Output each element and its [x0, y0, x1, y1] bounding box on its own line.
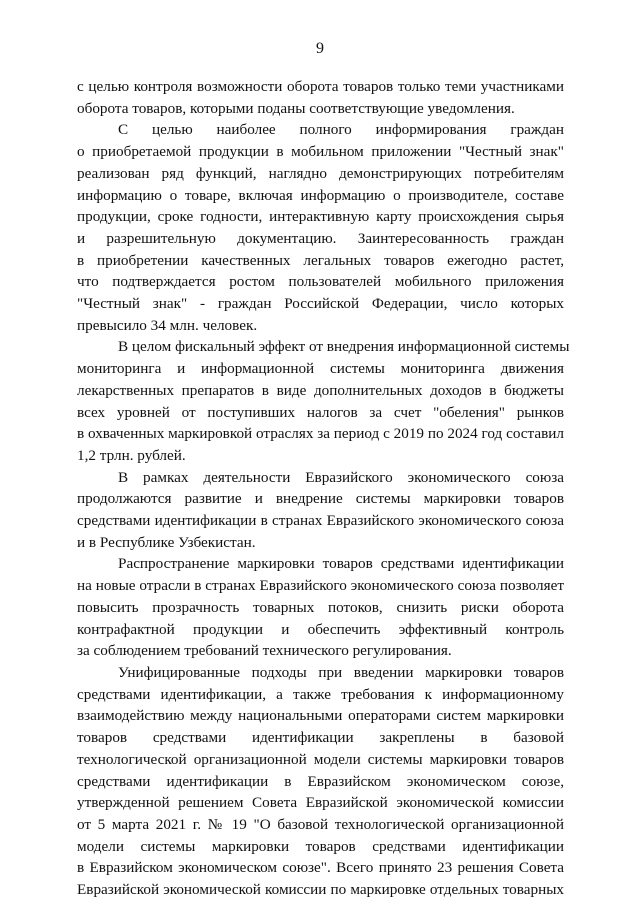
text-line: и в Республике Узбекистан. [77, 533, 256, 551]
text-line: от 5 марта 2021 г. № 19 "О базовой технологической организационной [77, 815, 564, 833]
text-line: с целью контроля возможности оборота товаров только теми участниками [77, 78, 564, 95]
text-line: что подтверждается ростом пользователей мобильного приложения [77, 273, 564, 291]
text-line: средствами идентификации в странах Евразийского экономического союза [77, 512, 564, 530]
text-line: технологической организационной модели системы маркировки товаров [77, 750, 564, 768]
text-line: В рамках деятельности Евразийского экономического союза [118, 468, 564, 486]
text-line: модели системы маркировки товаров средствами идентификации [77, 837, 564, 855]
text-line: контрафактной продукции и обеспечить эффективный контроль [77, 620, 564, 638]
paragraph [77, 76, 564, 119]
text-line: продолжаются развитие и внедрение системы маркировки товаров [77, 490, 564, 508]
text-line: лекарственных препаратов в виде дополнительных доходов в бюджеты [77, 381, 564, 399]
page-number: 9 [316, 40, 324, 57]
text-line: В целом фискальный эффект от внедрения информационной системы [118, 338, 570, 356]
text-line: "Честный знак" - граждан Российской Федерации, число которых [77, 295, 564, 313]
text-line: взаимодействию между национальными операторами систем маркировки [77, 707, 564, 725]
paragraph [77, 119, 564, 336]
text-line: всех уровней от поступивших налогов за счет "обеления" рынков [77, 403, 564, 421]
text-line: Евразийской экономической комиссии по маркировке отдельных товарных [77, 881, 564, 899]
paragraph [77, 336, 570, 466]
text-line: С целью наиболее полного информирования граждан [118, 121, 564, 139]
paragraph [77, 467, 564, 554]
text-line: на новые отрасли в странах Евразийского экономического союза позволяет [77, 577, 564, 595]
text-line: о приобретаемой продукции в мобильном приложении "Честный знак" [77, 143, 564, 161]
text-line: в охваченных маркировкой отраслях за период с 2019 по 2024 год составил [77, 425, 564, 443]
text-line: 1,2 трлн. рублей. [77, 446, 186, 464]
text-line: в приобретении качественных легальных товаров ежегодно растет, [77, 251, 564, 269]
text-line: товаров средствами идентификации закреплены в базовой [77, 729, 564, 747]
text-line: утвержденной решением Совета Евразийской экономической комиссии [77, 794, 564, 812]
text-line: Унифицированные подходы при введении маркировки товаров [118, 663, 564, 681]
paragraph [77, 553, 564, 662]
text-line: информацию о товаре, включая информацию о производителе, составе [77, 186, 564, 204]
text-line: и разрешительную документацию. Заинтересованность граждан [77, 229, 564, 247]
text-line: оборота товаров, которыми поданы соответствующие уведомления. [77, 99, 515, 117]
text-line: средствами идентификации в Евразийском экономическом союзе, [77, 772, 564, 790]
text-line: продукции, сроке годности, интерактивную карту происхождения сырья [77, 208, 564, 226]
paragraph [77, 662, 564, 901]
text-line: в Евразийском экономическом союзе". Всего принято 23 решения Совета [77, 859, 564, 877]
text-line: за соблюдением требований технического регулирования. [77, 642, 452, 660]
text-line: повысить прозрачность товарных потоков, снизить риски оборота [77, 598, 564, 616]
text-line: превысило 34 млн. человек. [77, 316, 258, 334]
text-line: мониторинга и информационной системы мониторинга движения [77, 360, 564, 378]
text-line: средствами идентификации, а также требования к информационному [77, 685, 564, 703]
document-body [77, 76, 570, 901]
text-line: реализован ряд функций, наглядно демонстрирующих потребителям [77, 164, 564, 182]
text-line: Распространение маркировки товаров средствами идентификации [118, 555, 564, 573]
